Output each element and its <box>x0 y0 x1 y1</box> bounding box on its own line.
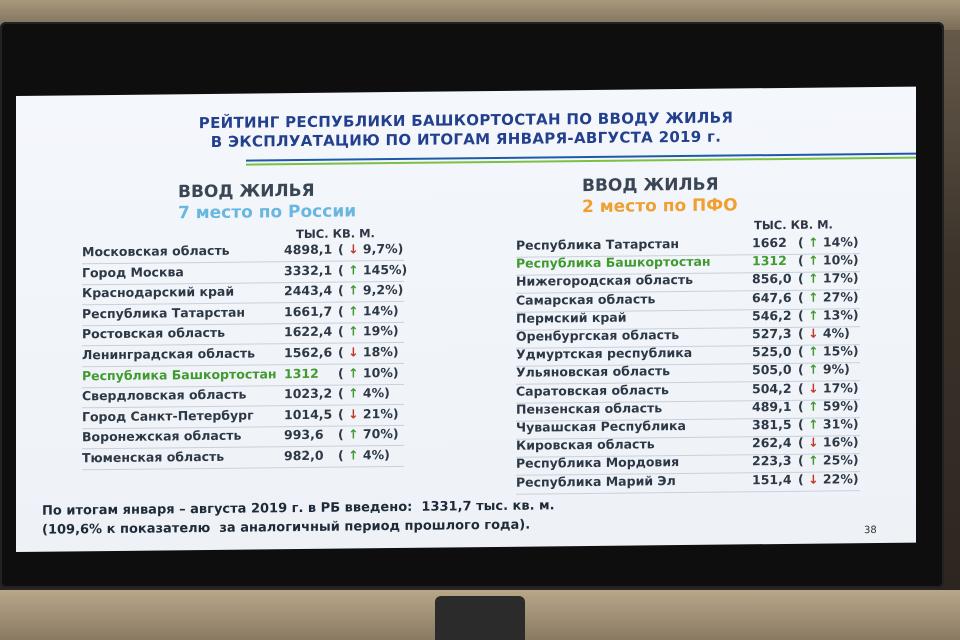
arrow-up-icon: ↑ <box>808 234 819 250</box>
housing-value: 151,4 <box>752 471 792 487</box>
table-row <box>516 470 860 495</box>
housing-value: 262,4 <box>752 435 792 451</box>
housing-value: 1023,2 <box>284 385 333 402</box>
slide-title <box>16 107 916 154</box>
change-value: 21% <box>362 405 393 422</box>
change-value: 4% <box>362 385 385 401</box>
change-percent: ( ↑ 19%) <box>338 323 399 340</box>
change-percent: ( ↓ 4%) <box>798 325 850 341</box>
change-value: 17% <box>822 270 853 286</box>
change-value: 10% <box>362 364 393 380</box>
change-value: 9% <box>822 361 845 377</box>
arrow-up-icon: ↑ <box>808 289 819 305</box>
region-name: Пермский край <box>516 309 627 326</box>
region-name: Республика Башкортостан <box>516 253 711 271</box>
change-percent: ( ↑ 17%) <box>798 270 859 287</box>
housing-value: 1312 <box>284 365 319 381</box>
housing-value: 1562,6 <box>284 344 333 361</box>
housing-value: 546,2 <box>752 307 792 324</box>
change-percent: ( ↑ 31%) <box>798 416 859 432</box>
housing-value: 1014,5 <box>284 406 333 422</box>
change-percent: ( ↑ 145%) <box>338 261 408 278</box>
housing-value: 527,3 <box>752 325 792 342</box>
change-percent: ( ↓ 18%) <box>338 343 399 360</box>
change-value: 10% <box>822 252 853 268</box>
housing-value: 647,6 <box>752 289 792 305</box>
region-name: Самарская область <box>516 290 656 308</box>
change-value: 9,2% <box>362 282 398 298</box>
change-percent: ( ↑ 14%) <box>798 234 859 250</box>
arrow-down-icon: ↓ <box>808 434 819 450</box>
arrow-up-icon: ↑ <box>808 307 819 323</box>
arrow-up-icon: ↑ <box>808 452 819 469</box>
right-heading-title: ВВОД ЖИЛЬЯ <box>582 174 719 197</box>
arrow-up-icon: ↑ <box>348 323 359 339</box>
arrow-up-icon: ↑ <box>348 282 359 298</box>
arrow-up-icon: ↑ <box>348 385 359 401</box>
housing-value: 1662 <box>752 234 787 251</box>
change-value: 4% <box>822 325 845 341</box>
change-value: 13% <box>822 307 853 323</box>
region-name: Республика Татарстан <box>82 304 246 322</box>
housing-value: 1661,7 <box>284 303 333 319</box>
change-percent: ( ↑ 59%) <box>798 397 859 414</box>
region-name: Нижегородская область <box>516 272 694 290</box>
region-name: Тюменская область <box>82 448 225 466</box>
slide-title-line1: РЕЙТИНГ РЕСПУБЛИКИ БАШКОРТОСТАН ПО ВВОДУ ЖИЛЬЯ <box>198 108 734 133</box>
arrow-up-icon: ↑ <box>348 426 359 442</box>
change-value: 18% <box>362 344 393 360</box>
right-heading-rank: 2 место по ПФО <box>582 195 738 218</box>
change-value: 145% <box>362 261 402 277</box>
region-name: Ульяновская область <box>516 363 671 381</box>
region-name: Город Санкт-Петербург <box>82 407 254 425</box>
summary-line2: (109,6% к показателю за аналогичный период прошлого года). <box>42 517 531 538</box>
region-name: Республика Башкортостан <box>82 365 277 383</box>
housing-value: 525,0 <box>752 344 792 360</box>
arrow-up-icon: ↑ <box>808 270 819 287</box>
change-value: 14% <box>822 234 853 250</box>
change-percent: ( ↑ 4%) <box>338 447 390 463</box>
region-name: Пензенская область <box>516 400 663 417</box>
change-percent: ( ↓ 16%) <box>798 434 859 450</box>
region-name: Республика Татарстан <box>516 236 680 253</box>
housing-value: 993,6 <box>284 427 324 443</box>
region-name: Краснодарский край <box>82 283 235 301</box>
arrow-up-icon: ↑ <box>348 303 359 319</box>
tv-stand <box>435 596 525 640</box>
housing-value: 505,0 <box>752 362 792 378</box>
tv-screen-frame <box>0 22 944 588</box>
region-name: Оренбургская область <box>516 327 680 344</box>
left-unit-label: ТЫС. КВ. М. <box>296 226 375 242</box>
housing-value: 2443,4 <box>284 282 333 299</box>
arrow-down-icon: ↓ <box>348 241 359 257</box>
change-value: 4% <box>362 447 385 463</box>
change-value: 31% <box>822 416 853 432</box>
left-heading <box>178 180 356 224</box>
summary-text <box>42 496 555 539</box>
arrow-up-icon: ↑ <box>808 252 819 268</box>
arrow-down-icon: ↓ <box>808 380 819 396</box>
page-number: 38 <box>864 524 877 537</box>
change-percent: ( ↓ 9,7%) <box>338 240 404 257</box>
slide-title-line2: В ЭКСПЛУАТАЦИЮ ПО ИТОГАМ ЯНВАРЯ-АВГУСТА 2019 г. <box>210 127 722 151</box>
housing-value: 1622,4 <box>284 324 333 340</box>
arrow-up-icon: ↑ <box>808 361 819 378</box>
change-percent: ( ↑ 70%) <box>338 426 399 443</box>
region-name: Ленинградская область <box>82 345 256 363</box>
arrow-up-icon: ↑ <box>808 343 819 359</box>
arrow-down-icon: ↓ <box>808 325 819 341</box>
arrow-up-icon: ↑ <box>348 365 359 381</box>
change-value: 9,7% <box>362 241 398 257</box>
change-value: 25% <box>822 452 853 468</box>
change-value: 14% <box>362 302 393 319</box>
change-percent: ( ↑ 4%) <box>338 385 390 401</box>
arrow-down-icon: ↓ <box>348 344 359 360</box>
change-percent: ( ↑ 10%) <box>798 252 859 268</box>
arrow-down-icon: ↓ <box>348 406 359 422</box>
housing-value: 4898,1 <box>284 241 333 258</box>
change-percent: ( ↓ 21%) <box>338 405 399 422</box>
summary-line1: По итогам января – августа 2019 г. в РБ введено: 1331,7 тыс. кв. м. <box>42 498 555 519</box>
region-name: Воронежская область <box>82 428 242 445</box>
housing-value: 504,2 <box>752 380 792 396</box>
change-value: 59% <box>822 398 853 414</box>
change-value: 22% <box>822 470 853 487</box>
region-name: Кировская область <box>516 436 655 453</box>
change-percent: ( ↑ 10%) <box>338 364 399 381</box>
change-value: 15% <box>822 343 853 359</box>
region-name: Свердловская область <box>82 386 247 404</box>
arrow-up-icon: ↑ <box>808 398 819 414</box>
change-percent: ( ↓ 17%) <box>798 379 859 396</box>
right-heading <box>582 174 738 218</box>
housing-value: 381,5 <box>752 416 792 433</box>
change-percent: ( ↑ 13%) <box>798 306 859 323</box>
right-unit-label: ТЫС. КВ. М. <box>754 217 833 233</box>
arrow-down-icon: ↓ <box>808 471 819 487</box>
region-name: Чувашская Республика <box>516 417 686 435</box>
change-value: 27% <box>822 288 853 305</box>
housing-value: 489,1 <box>752 398 792 415</box>
table-row <box>82 446 404 470</box>
region-name: Саратовская область <box>516 381 669 399</box>
region-name: Город Москва <box>82 263 184 280</box>
housing-value: 856,0 <box>752 271 792 287</box>
housing-value: 223,3 <box>752 453 792 469</box>
left-heading-rank: 7 место по России <box>178 201 357 224</box>
change-value: 16% <box>822 434 853 450</box>
change-percent: ( ↓ 22%) <box>798 470 859 487</box>
change-percent: ( ↑ 9,2%) <box>338 282 404 298</box>
presentation-slide <box>16 87 916 552</box>
region-name: Ростовская область <box>82 325 226 342</box>
region-name: Удмуртская республика <box>516 345 693 362</box>
change-percent: ( ↑ 25%) <box>798 452 859 469</box>
change-percent: ( ↑ 27%) <box>798 288 859 305</box>
arrow-up-icon: ↑ <box>348 447 359 463</box>
region-name: Республика Марий Эл <box>516 472 676 490</box>
region-name: Республика Мордовия <box>516 454 680 472</box>
change-value: 19% <box>362 323 393 339</box>
change-percent: ( ↑ 9%) <box>798 361 850 378</box>
left-heading-title: ВВОД ЖИЛЬЯ <box>178 180 315 203</box>
change-percent: ( ↑ 15%) <box>798 343 859 359</box>
region-name: Московская область <box>82 242 230 260</box>
change-value: 17% <box>822 379 853 396</box>
arrow-up-icon: ↑ <box>808 416 819 432</box>
change-value: 70% <box>362 426 393 442</box>
arrow-up-icon: ↑ <box>348 262 359 278</box>
housing-value: 1312 <box>752 253 787 269</box>
housing-value: 3332,1 <box>284 262 333 278</box>
change-percent: ( ↑ 14%) <box>338 302 399 319</box>
housing-value: 982,0 <box>284 447 324 464</box>
